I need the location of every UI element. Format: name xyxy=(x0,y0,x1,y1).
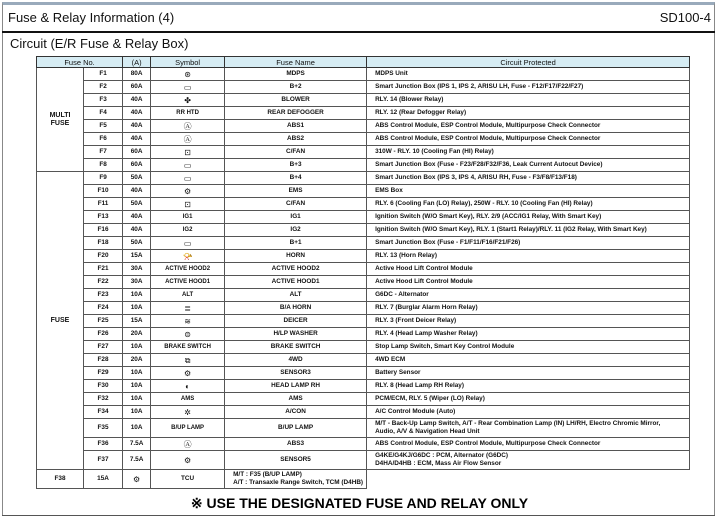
fuse-name: IG2 xyxy=(225,224,367,237)
table-row xyxy=(37,328,690,341)
fuse-number: F5 xyxy=(84,120,123,133)
circuit-line: G6DC - Alternator xyxy=(375,291,429,298)
fuse-name: A/CON xyxy=(225,406,367,419)
fuse-name: ABS3 xyxy=(225,438,367,451)
circuit-line: Smart Junction Box (Fuse - F1/F11/F16/F21/F26) xyxy=(375,239,521,246)
circuit-protected xyxy=(367,224,690,237)
fuse-number: F21 xyxy=(84,263,123,276)
circuit-protected xyxy=(367,198,690,211)
fuse-amperage: 40A xyxy=(123,211,151,224)
cooling-fan-icon: ⊡ xyxy=(151,146,225,159)
table-row xyxy=(37,289,690,302)
abs-icon: Ⓐ xyxy=(151,120,225,133)
engine-icon: ⚙ xyxy=(151,451,225,470)
circuit-line: RLY. 8 (Head Lamp RH Relay) xyxy=(375,382,464,389)
fuse-number: F32 xyxy=(84,393,123,406)
fuse-amperage: 10A xyxy=(123,302,151,315)
fuse-name: B+1 xyxy=(225,237,367,250)
abs-icon: Ⓐ xyxy=(151,438,225,451)
fuse-name: SENSOR5 xyxy=(225,451,367,470)
circuit-protected xyxy=(367,367,690,380)
fuse-amperage: 80A xyxy=(123,68,151,81)
table-row xyxy=(37,198,690,211)
table-row xyxy=(37,250,690,263)
fuse-number: F23 xyxy=(84,289,123,302)
fuse-amperage: 30A xyxy=(123,263,151,276)
divider xyxy=(2,31,715,33)
circuit-line: PCM/ECM, RLY. 5 (Wiper (LO) Relay) xyxy=(375,395,485,402)
circuit-protected xyxy=(367,315,690,328)
fuse-name: H/LP WASHER xyxy=(225,328,367,341)
fuse-number: F8 xyxy=(84,159,123,172)
fuse-amperage: 10A xyxy=(123,367,151,380)
washer-icon: ⊜ xyxy=(151,328,225,341)
battery-icon: ▭ xyxy=(151,172,225,185)
fuse-symbol: AMS xyxy=(151,393,225,406)
fuse-amperage: 60A xyxy=(123,146,151,159)
fuse-name: TCU xyxy=(151,470,225,489)
fuse-name: B/UP LAMP xyxy=(225,419,367,438)
table-row xyxy=(37,406,690,419)
table-row xyxy=(37,341,690,354)
circuit-line: Audio, A/V & Navigation Head Unit xyxy=(375,428,480,435)
fuse-group-label: FUSE xyxy=(37,172,84,470)
circuit-line: ABS Control Module, ESP Control Module, Multipurpose Check Connector xyxy=(375,135,601,142)
motor-icon: ⊛ xyxy=(151,68,225,81)
page-code: SD100-4 xyxy=(659,10,711,25)
table-row xyxy=(37,107,690,120)
fuse-amperage: 40A xyxy=(123,94,151,107)
fuse-amperage: 20A xyxy=(123,328,151,341)
section-title: Circuit (E/R Fuse & Relay Box) xyxy=(10,36,189,51)
fuse-name: SENSOR3 xyxy=(225,367,367,380)
fuse-name: C/FAN xyxy=(225,146,367,159)
fuse-name: C/FAN xyxy=(225,198,367,211)
circuit-protected xyxy=(367,237,690,250)
circuit-line: Smart Junction Box (Fuse - F23/F28/F32/F36, Leak Current Autocut Device) xyxy=(375,161,603,168)
table-row xyxy=(37,315,690,328)
fuse-number: F34 xyxy=(84,406,123,419)
table-row xyxy=(37,470,690,489)
table-row xyxy=(37,172,690,185)
fuse-table xyxy=(36,56,690,489)
fuse-name: EMS xyxy=(225,185,367,198)
fuse-name: B+2 xyxy=(225,81,367,94)
circuit-protected xyxy=(367,451,690,470)
circuit-protected xyxy=(367,328,690,341)
fuse-name: REAR DEFOGGER xyxy=(225,107,367,120)
circuit-line: ABS Control Module, ESP Control Module, Multipurpose Check Connector xyxy=(375,440,601,447)
fuse-number: F11 xyxy=(84,198,123,211)
table-row xyxy=(37,263,690,276)
fuse-amperage: 20A xyxy=(123,354,151,367)
deicer-icon: ≋ xyxy=(151,315,225,328)
fuse-name: BLOWER xyxy=(225,94,367,107)
fuse-amperage: 10A xyxy=(123,419,151,438)
circuit-protected xyxy=(367,302,690,315)
table-row xyxy=(37,185,690,198)
circuit-protected xyxy=(367,211,690,224)
battery-icon: ▭ xyxy=(151,159,225,172)
fuse-name: 4WD xyxy=(225,354,367,367)
fuse-number: F4 xyxy=(84,107,123,120)
fuse-number: F22 xyxy=(84,276,123,289)
circuit-protected xyxy=(367,185,690,198)
battery-icon: ▭ xyxy=(151,237,225,250)
circuit-line: 310W - RLY. 10 (Cooling Fan (HI) Relay) xyxy=(375,148,494,155)
fuse-name: ACTIVE HOOD1 xyxy=(225,276,367,289)
fuse-symbol: RR HTD xyxy=(151,107,225,120)
circuit-line: M/T - Back-Up Lamp Switch, A/T - Rear Combination Lamp (IN) LH/RH, Electro Chromic Mirror, xyxy=(375,420,661,427)
circuit-protected xyxy=(367,393,690,406)
table-row xyxy=(37,438,690,451)
fuse-name: B/A HORN xyxy=(225,302,367,315)
horn-icon: 📯 xyxy=(151,250,225,263)
circuit-line: RLY. 13 (Horn Relay) xyxy=(375,252,437,259)
fuse-amperage: 50A xyxy=(123,198,151,211)
fuse-name: B+3 xyxy=(225,159,367,172)
circuit-protected xyxy=(367,146,690,159)
circuit-line: Battery Sensor xyxy=(375,369,421,376)
fuse-number: F13 xyxy=(84,211,123,224)
circuit-line: M/T : F35 (B/UP LAMP) xyxy=(233,471,302,478)
cooling-fan-icon: ⊡ xyxy=(151,198,225,211)
fuse-name: AMS xyxy=(225,393,367,406)
fuse-amperage: 40A xyxy=(123,133,151,146)
circuit-line: Stop Lamp Switch, Smart Key Control Module xyxy=(375,343,515,350)
fuse-amperage: 10A xyxy=(123,341,151,354)
circuit-line: Ignition Switch (W/O Smart Key), RLY. 1 (Start1 Relay)/RLY. 11 (IG2 Relay, With Smart Key) xyxy=(375,226,647,233)
fuse-amperage: 60A xyxy=(123,81,151,94)
circuit-protected xyxy=(367,68,690,81)
headlamp-icon: ◐ xyxy=(151,380,225,393)
circuit-line: 4WD ECM xyxy=(375,356,406,363)
col-amp: (A) xyxy=(123,57,151,68)
page-title: Fuse & Relay Information (4) xyxy=(8,10,175,25)
divider xyxy=(2,515,715,516)
fuse-number: F1 xyxy=(84,68,123,81)
circuit-protected xyxy=(367,276,690,289)
table-row xyxy=(37,224,690,237)
fuse-number: F24 xyxy=(84,302,123,315)
fuse-number: F20 xyxy=(84,250,123,263)
fuse-symbol: IG1 xyxy=(151,211,225,224)
fuse-number: F29 xyxy=(84,367,123,380)
circuit-protected xyxy=(367,250,690,263)
fuse-amperage: 40A xyxy=(123,224,151,237)
circuit-protected xyxy=(367,354,690,367)
table-row xyxy=(37,146,690,159)
circuit-protected xyxy=(367,380,690,393)
circuit-line: RLY. 14 (Blower Relay) xyxy=(375,96,444,103)
table-row xyxy=(37,237,690,250)
fuse-number: F25 xyxy=(84,315,123,328)
circuit-line: ABS Control Module, ESP Control Module, Multipurpose Check Connector xyxy=(375,122,601,129)
fuse-amperage: 50A xyxy=(123,172,151,185)
col-circuit: Circuit Protected xyxy=(367,57,690,68)
fuse-symbol: ALT xyxy=(151,289,225,302)
circuit-line: RLY. 7 (Burglar Alarm Horn Relay) xyxy=(375,304,478,311)
fuse-name: ACTIVE HOOD2 xyxy=(225,263,367,276)
circuit-protected xyxy=(367,159,690,172)
fuse-symbol: IG2 xyxy=(151,224,225,237)
fuse-amperage: 40A xyxy=(123,185,151,198)
engine-icon: ⚙ xyxy=(151,367,225,380)
fuse-amperage: 15A xyxy=(123,315,151,328)
table-row xyxy=(37,367,690,380)
fuse-symbol: B/UP LAMP xyxy=(151,419,225,438)
table-row xyxy=(37,68,690,81)
battery-icon: ▭ xyxy=(151,81,225,94)
circuit-line: Smart Junction Box (IPS 1, IPS 2, ARISU LH, Fuse - F12/F17/F22/F27) xyxy=(375,83,584,90)
circuit-line: Active Hood Lift Control Module xyxy=(375,265,473,272)
fuse-number: F28 xyxy=(84,354,123,367)
fuse-number: F10 xyxy=(84,185,123,198)
fuse-name: BRAKE SWITCH xyxy=(225,341,367,354)
fuse-number: F3 xyxy=(84,94,123,107)
circuit-line: MDPS Unit xyxy=(375,70,408,77)
fuse-number: F16 xyxy=(84,224,123,237)
circuit-line: RLY. 6 (Cooling Fan (LO) Relay), 250W - RLY. 10 (Cooling Fan (HI) Relay) xyxy=(375,200,593,207)
table-row xyxy=(37,419,690,438)
table-row xyxy=(37,211,690,224)
fuse-number: F9 xyxy=(84,172,123,185)
col-fuse-name: Fuse Name xyxy=(225,57,367,68)
fuse-amperage: 50A xyxy=(123,237,151,250)
fuse-number: F37 xyxy=(84,451,123,470)
circuit-line: Smart Junction Box (IPS 3, IPS 4, ARISU RH, Fuse - F3/F8/F13/F18) xyxy=(375,174,577,181)
circuit-protected xyxy=(367,94,690,107)
fuse-number: F38 xyxy=(37,470,84,489)
fuse-number: F35 xyxy=(84,419,123,438)
circuit-protected xyxy=(367,419,690,438)
circuit-line: RLY. 3 (Front Deicer Relay) xyxy=(375,317,457,324)
fuse-name: HORN xyxy=(225,250,367,263)
fuse-number: F2 xyxy=(84,81,123,94)
circuit-protected xyxy=(367,81,690,94)
circuit-protected xyxy=(367,133,690,146)
engine-icon: ⚙ xyxy=(151,185,225,198)
fuse-name: MDPS xyxy=(225,68,367,81)
fuse-number: F36 xyxy=(84,438,123,451)
fuse-number: F7 xyxy=(84,146,123,159)
fuse-amperage: 10A xyxy=(123,380,151,393)
circuit-line: G4KE/G4KJ/G6DC : PCM, Alternator (G6DC) xyxy=(375,452,508,459)
fuse-name: ABS1 xyxy=(225,120,367,133)
table-row xyxy=(37,302,690,315)
fuse-name: IG1 xyxy=(225,211,367,224)
fuse-number: F18 xyxy=(84,237,123,250)
fuse-symbol: ACTIVE HOOD1 xyxy=(151,276,225,289)
fuse-amperage: 40A xyxy=(123,107,151,120)
fuse-amperage: 40A xyxy=(123,120,151,133)
fuse-amperage: 7.5A xyxy=(123,451,151,470)
fuse-number: F6 xyxy=(84,133,123,146)
circuit-line: A/C Control Module (Auto) xyxy=(375,408,456,415)
table-row xyxy=(37,354,690,367)
fuse-group-label: MULTI FUSE xyxy=(37,68,84,172)
circuit-protected xyxy=(367,263,690,276)
circuit-line: Ignition Switch (W/O Smart Key), RLY. 2/9 (ACC/IG1 Relay, With Smart Key) xyxy=(375,213,602,220)
col-symbol: Symbol xyxy=(151,57,225,68)
fuse-name: B+4 xyxy=(225,172,367,185)
fuse-amperage: 10A xyxy=(123,393,151,406)
table-row xyxy=(37,133,690,146)
table-row xyxy=(37,276,690,289)
circuit-protected xyxy=(225,470,367,489)
alarm-horn-icon: ≣ xyxy=(151,302,225,315)
fuse-amperage: 15A xyxy=(123,250,151,263)
circuit-line: A/T : Transaxle Range Switch, TCM (D4HB) xyxy=(233,479,364,486)
fuse-amperage: 15A xyxy=(84,470,123,489)
table-row xyxy=(37,393,690,406)
circuit-line: RLY. 4 (Head Lamp Washer Relay) xyxy=(375,330,478,337)
circuit-protected xyxy=(367,289,690,302)
col-fuse-no: Fuse No. xyxy=(37,57,123,68)
4wd-icon: ⧉ xyxy=(151,354,225,367)
table-row xyxy=(37,81,690,94)
circuit-line: EMS Box xyxy=(375,187,403,194)
fuse-amperage: 30A xyxy=(123,276,151,289)
fuse-number: F27 xyxy=(84,341,123,354)
circuit-line: Active Hood Lift Control Module xyxy=(375,278,473,285)
fuse-symbol: ACTIVE HOOD2 xyxy=(151,263,225,276)
fuse-name: ABS2 xyxy=(225,133,367,146)
fuse-amperage: 10A xyxy=(123,289,151,302)
fuse-name: HEAD LAMP RH xyxy=(225,380,367,393)
circuit-protected xyxy=(367,107,690,120)
table-row xyxy=(37,94,690,107)
air-conditioner-icon: ✲ xyxy=(151,406,225,419)
table-row xyxy=(37,159,690,172)
fuse-amperage: 10A xyxy=(123,406,151,419)
circuit-protected xyxy=(367,120,690,133)
table-row xyxy=(37,451,690,470)
circuit-line: RLY. 12 (Rear Defogger Relay) xyxy=(375,109,467,116)
fuse-name: DEICER xyxy=(225,315,367,328)
circuit-line: D4HA/D4HB : ECM, Mass Air Flow Sensor xyxy=(375,460,502,467)
circuit-protected xyxy=(367,341,690,354)
fuse-amperage: 7.5A xyxy=(123,438,151,451)
abs-icon: Ⓐ xyxy=(151,133,225,146)
table-header xyxy=(37,57,690,68)
circuit-protected xyxy=(367,172,690,185)
notice: ※ USE THE DESIGNATED FUSE AND RELAY ONLY xyxy=(190,495,529,511)
fuse-name: ALT xyxy=(225,289,367,302)
fuse-amperage: 60A xyxy=(123,159,151,172)
blower-fan-icon: ✤ xyxy=(151,94,225,107)
fuse-number: F26 xyxy=(84,328,123,341)
circuit-protected xyxy=(367,406,690,419)
fuse-number: F30 xyxy=(84,380,123,393)
table-row xyxy=(37,380,690,393)
fuse-symbol: BRAKE SWITCH xyxy=(151,341,225,354)
engine-icon: ⚙ xyxy=(123,470,151,489)
table-row xyxy=(37,120,690,133)
circuit-protected xyxy=(367,438,690,451)
